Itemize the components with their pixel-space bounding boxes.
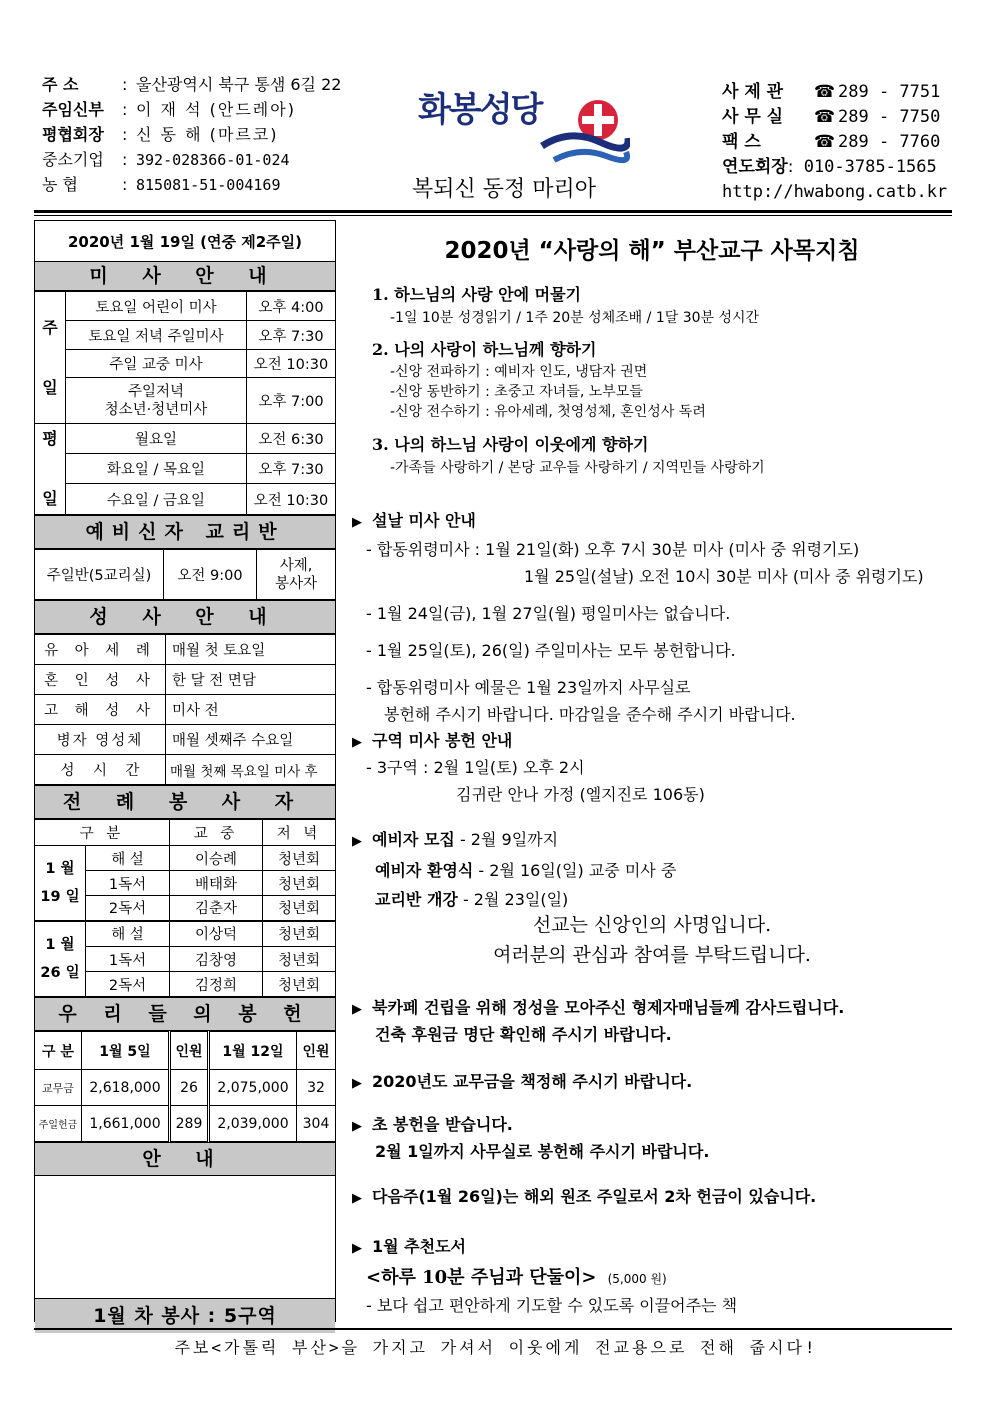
notice-body [35, 1176, 335, 1298]
office-phone: 289 - 7750 [838, 107, 941, 127]
sacrament-table [35, 634, 335, 785]
mission-line: 여러분의 관심과 참여를 부탁드립니다. [493, 944, 811, 966]
phone-icon: ☎ [814, 107, 836, 127]
footer-message: 주보<가톨릭 부산>을 가지고 가셔서 이웃에게 전교용으로 전해 줍시다! [174, 1338, 818, 1357]
offering-count: 26 [170, 1070, 209, 1106]
mass-schedule-table [35, 291, 335, 515]
lunar-line: 봉헌해 주시기 바랍니다. 마감일을 준수해 주시기 바랍니다. [384, 705, 796, 724]
mass-name: 토요일 저녁 주일미사 [66, 321, 247, 350]
lunar-line: - 1월 25일(토), 26(일) 주일미사는 모두 봉헌합니다. [366, 641, 736, 660]
mission-line: 선교는 신앙인의 사명입니다. [532, 914, 772, 936]
catechumen-title: 예비신자 교리반 [35, 515, 335, 549]
book-recommendation [352, 1234, 962, 1316]
book-price: (5,000 원) [607, 1272, 667, 1286]
server-evening: 청년회 [263, 921, 336, 947]
guideline-line: -신앙 동반하기 : 초중고 자녀들, 노부모들 [390, 384, 643, 400]
office-label: 사 무 실 [722, 107, 784, 127]
guideline-heading: 2. 나의 사랑이 하느님께 향하기 [372, 340, 597, 359]
council-label: 평협회장 [42, 124, 104, 144]
offering-header: 구 분 [35, 1032, 82, 1070]
pastoral-guideline-title: 2020년 “사랑의 해” 부산교구 사목지침 [444, 238, 860, 264]
server-header-day: 교 중 [170, 820, 263, 846]
sacrament-name: 병자 영성체 [35, 725, 166, 755]
offering-table [35, 1031, 335, 1142]
council-value: 신 동 해 (마르코) [136, 124, 279, 144]
offering-header: 1월 12일 [209, 1032, 297, 1070]
bullet-icon: ▶ [352, 1241, 362, 1256]
lunar-line: - 합동위령미사 예물은 1월 23일까지 사무실로 [366, 678, 691, 697]
header-divider [34, 210, 952, 213]
legion-phone: 010-3785-1565 [803, 157, 937, 177]
book-description: - 보다 쉽고 편안하게 기도할 수 있도록 이끌어주는 책 [366, 1296, 738, 1315]
offering-value: 2,618,000 [82, 1070, 170, 1106]
offering-header: 1월 5일 [82, 1032, 170, 1070]
server-role: 1독서 [86, 871, 170, 896]
mission-message [352, 910, 952, 970]
server-role: 해 설 [86, 921, 170, 947]
sacrament-when: 매월 셋째주 수요일 [166, 725, 336, 755]
offering-count: 32 [297, 1070, 336, 1106]
bullet-icon: ▶ [352, 1119, 362, 1134]
server-evening: 청년회 [263, 846, 336, 871]
announcement-text: 건축 후원금 명단 확인해 주시기 바랍니다. [375, 1025, 672, 1044]
mass-name: 수요일 / 금요일 [66, 484, 247, 515]
server-date: 1 월 26 일 [35, 921, 86, 997]
bank1-account: 392-028366-01-024 [136, 150, 290, 169]
mass-name: 화요일 / 목요일 [66, 453, 247, 484]
rectory-phone: 289 - 7751 [838, 82, 941, 102]
sacrament-title: 성 사 안 내 [35, 600, 335, 634]
bank2-account: 815081-51-004169 [136, 175, 281, 194]
catechumen-teacher: 사제, 봉사자 [257, 550, 336, 600]
lunar-heading: 설날 미사 안내 [372, 511, 476, 530]
server-day: 김춘자 [170, 896, 263, 921]
sunday-label: 주 일 [35, 292, 66, 424]
phone-icon: ☎ [814, 132, 836, 152]
bullet-icon: ▶ [352, 1076, 362, 1091]
announcement-text: 2월 1일까지 사무실로 봉헌해 주시기 바랍니다. [375, 1142, 710, 1161]
server-evening: 청년회 [263, 871, 336, 896]
guideline-heading: 1. 하느님의 사랑 안에 머물기 [372, 285, 582, 304]
recruit-text: - 2월 9일까지 [454, 830, 559, 849]
announcement-text: 2020년도 교무금을 책정해 주시기 바랍니다. [372, 1072, 693, 1091]
fax-number: 289 - 7760 [838, 132, 941, 152]
sacrament-name: 유 아 세 례 [35, 635, 166, 665]
district-heading: 구역 미사 봉헌 안내 [372, 731, 513, 750]
recruit-text: - 2월 16일(일) 교중 미사 중 [473, 861, 677, 880]
server-role: 2독서 [86, 896, 170, 921]
bullet-icon: ▶ [352, 834, 362, 849]
mass-time: 오후 7:30 [247, 321, 336, 350]
book-heading: 1월 추천도서 [372, 1237, 466, 1256]
sacrament-name: 혼 인 성 사 [35, 665, 166, 695]
guideline-line: -가족들 사랑하기 / 본당 교우들 사랑하기 / 지역민들 사랑하기 [390, 460, 765, 476]
bulletin-date: 2020년 1월 19일 (연중 제2주일) [35, 221, 335, 262]
announcement-text: 다음주(1월 26일)는 해외 원조 주일로서 2차 헌금이 있습니다. [372, 1187, 817, 1206]
mass-time: 오전 10:30 [247, 484, 336, 515]
parish-logo-emblem [540, 98, 630, 170]
mass-schedule-title: 미 사 안 내 [35, 262, 335, 291]
parish-subtitle: 복되신 동정 마리아 [412, 177, 597, 202]
header-contacts: 사 제 관 ☎ 289 - 7751 사 무 실 ☎ 289 - 7750 팩 스 ☎ 289 - 7760 연도회장 : 010-3785-1565 http://hwabong.catb.kr [722, 80, 947, 205]
offering-value: 2,039,000 [209, 1106, 297, 1142]
bank2-label: 농 협 [42, 174, 78, 194]
catechumen-class: 주일반(5교리실) [35, 550, 164, 600]
bullet-icon: ▶ [352, 515, 362, 530]
phone-icon: ☎ [814, 82, 836, 102]
lunar-line: 1월 25일(설날) 오전 10시 30분 미사 (미사 중 위령기도) [524, 567, 924, 586]
footer-divider [34, 1328, 952, 1330]
mass-name: 주일저녁 청소년·청년미사 [66, 378, 247, 424]
offering-count: 304 [297, 1106, 336, 1142]
server-table [35, 819, 335, 997]
server-day: 이상덕 [170, 921, 263, 947]
lunar-line: - 1월 24일(금), 1월 27일(월) 평일미사는 없습니다. [366, 604, 731, 623]
server-role: 1독서 [86, 947, 170, 972]
district-mass-block [352, 728, 952, 805]
offering-header: 인원 [297, 1032, 336, 1070]
announcement-text: 북카페 건립을 위해 정성을 모아주신 형제자매님들께 감사드립니다. [372, 998, 845, 1017]
announcement-text: 초 봉헌을 받습니다. [372, 1115, 513, 1134]
notice-title: 안 내 [35, 1142, 335, 1176]
offering-title: 우 리 들 의 봉 헌 [35, 997, 335, 1031]
sacrament-when: 미사 전 [166, 695, 336, 725]
recruit-text: - 2월 23일(일) [457, 890, 569, 909]
recruitment-block [352, 825, 952, 914]
server-date: 1 월 19 일 [35, 846, 86, 921]
server-header-evening: 저 녁 [263, 820, 336, 846]
server-day: 배태화 [170, 871, 263, 896]
sacrament-when: 매월 첫 토요일 [166, 635, 336, 665]
mass-time: 오전 10:30 [247, 350, 336, 378]
address-label: 주 소 [42, 74, 79, 94]
guideline-list [372, 282, 765, 477]
weekday-label: 평 일 [35, 424, 66, 515]
bank1-label: 중소기업 [42, 149, 104, 169]
guideline-line: -신앙 전수하기 : 유아세례, 첫영성체, 혼인성사 독려 [390, 404, 706, 420]
server-evening: 청년회 [263, 896, 336, 921]
recruit-label: 예비자 환영식 [375, 861, 474, 880]
mass-name: 토요일 어린이 미사 [66, 292, 247, 321]
pastor-value: 이 재 석 (안드레아) [136, 99, 296, 119]
offering-label: 교무금 [35, 1070, 82, 1106]
mass-time: 오후 4:00 [247, 292, 336, 321]
server-day: 김창영 [170, 947, 263, 972]
server-evening: 청년회 [263, 972, 336, 997]
recruit-label: 교리반 개강 [375, 890, 458, 909]
service-district: 1월 차 봉사 : 5구역 [35, 1298, 335, 1333]
mass-time: 오전 6:30 [247, 424, 336, 454]
lunar-newyear-block [352, 508, 952, 725]
catechumen-table [35, 549, 335, 600]
recruit-label: 예비자 모집 [372, 830, 455, 849]
mass-name: 월요일 [66, 424, 247, 454]
sacrament-when: 한 달 전 면담 [166, 665, 336, 695]
district-line: 김귀란 안나 가정 (엘지진로 106동) [456, 785, 705, 804]
sacrament-when: 매월 첫째 목요일 미사 후 [166, 755, 336, 785]
website-url[interactable]: http://hwabong.catb.kr [722, 182, 948, 202]
header-info-left: 주 소 : 울산광역시 북구 통샘 6길 22 주임신부 : 이 재 석 (안드레아) 평협회장 : 신 동 해 (마르코) 중소기업 : 392-028366-01-024 농 협 : 815081-51-004169 [42, 72, 341, 197]
offering-header: 인원 [170, 1032, 209, 1070]
sacrament-name: 고 해 성 사 [35, 695, 166, 725]
offering-count: 289 [170, 1106, 209, 1142]
server-day: 이승례 [170, 846, 263, 871]
server-day: 김정희 [170, 972, 263, 997]
server-evening: 청년회 [263, 947, 336, 972]
bullet-icon: ▶ [352, 735, 362, 750]
address-value: 울산광역시 북구 통샘 6길 22 [136, 74, 342, 94]
header-divider-thin [34, 215, 952, 216]
announcement-list [352, 995, 962, 1207]
server-role: 해 설 [86, 846, 170, 871]
server-header-type: 구 분 [35, 820, 170, 846]
mass-time: 오후 7:30 [247, 453, 336, 484]
legion-label: 연도회장 [722, 157, 788, 177]
server-title: 전 례 봉 사 자 [35, 785, 335, 819]
fax-label: 팩 스 [722, 132, 761, 152]
catechumen-time: 오전 9:00 [164, 550, 257, 600]
parish-logo-title: 화봉성당 [418, 90, 542, 130]
guideline-heading: 3. 나의 하느님 사랑이 이웃에게 향하기 [372, 435, 649, 454]
guideline-line: -신앙 전파하기 : 예비자 인도, 냉담자 권면 [390, 364, 648, 380]
guideline-line: -1일 10분 성경읽기 / 1주 20분 성체조배 / 1달 30분 성시간 [390, 310, 760, 326]
bullet-icon: ▶ [352, 1002, 362, 1017]
server-role: 2독서 [86, 972, 170, 997]
mass-time: 오후 7:00 [247, 378, 336, 424]
rectory-label: 사 제 관 [722, 82, 784, 102]
offering-value: 2,075,000 [209, 1070, 297, 1106]
book-title: <하루 10분 주님과 단둘이> [366, 1267, 597, 1288]
bullet-icon: ▶ [352, 1191, 362, 1206]
sacrament-name: 성 시 간 [35, 755, 166, 785]
pastor-label: 주임신부 [42, 99, 104, 119]
mass-name: 주일 교중 미사 [66, 350, 247, 378]
offering-value: 1,661,000 [82, 1106, 170, 1142]
offering-label: 주일헌금 [35, 1106, 82, 1142]
left-column [34, 220, 336, 1327]
district-line: - 3구역 : 2월 1일(토) 오후 2시 [366, 758, 585, 777]
lunar-line: - 합동위령미사 : 1월 21일(화) 오후 7시 30분 미사 (미사 중 위령기도) [366, 540, 860, 559]
